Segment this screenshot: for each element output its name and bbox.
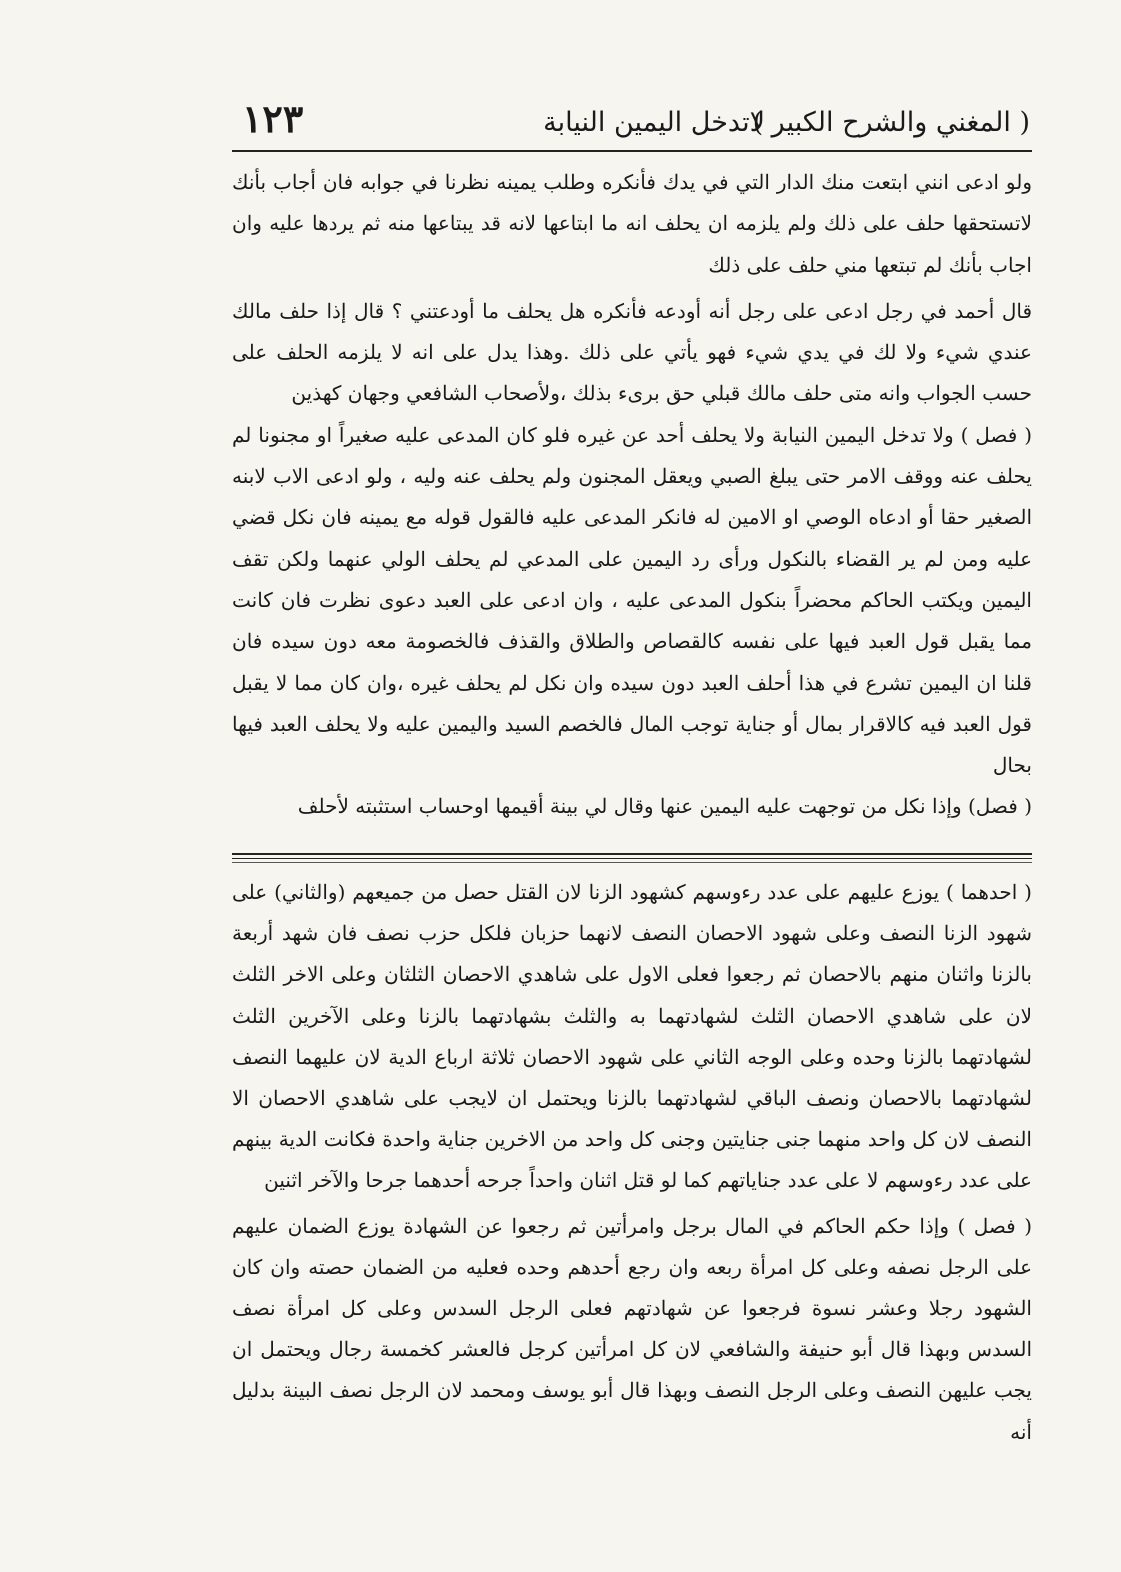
main-paragraph: قال أحمد في رجل ادعى على رجل أنه أودعه فأنكره هل يحلف ما أودعتني ؟ قال إذا حلف مالك عندي شيء ولا لك في يدي شيء فهو يأتي على ذلك .وهذا يدل على انه لا يلزمه الحلف على حسب الجواب وانه متى حلف مالك قبلي حق برىء بذلك ،ولأصحاب الشافعي وجهان كهذين <box>232 298 1033 406</box>
main-paragraph: ( فصل) وإذا نكل من توجهت عليه اليمين عنها وقال لي بينة أقيمها اوحساب استثبته لأحلف <box>297 794 1032 819</box>
main-paragraph: ولو ادعى انني ابتعت منك الدار التي في يدك فأنكره وطلب يمينه نظرنا في جوابه فان أجاب بأنك لاتستحقها حلف على ذلك ولم يلزمه ان يحلف انه ما ابتاعها لانه قد يبتاعها منه ثم يردها عليه وان اجاب بأنك لم تبتعها مني حلف على ذلك <box>232 170 1032 277</box>
page-header <box>230 98 1030 148</box>
commentary-paragraph: ( فصل ) وإذا حكم الحاكم في المال برجل وامرأتين ثم رجعوا عن الشهادة يوزع الضمان عليهم على الرجل نصفه وعلى كل امرأة ربعه وان رجع أحدهم وحده فعليه من الضمان حصته وان كان الشهود رجلا وعشر نسوة فرجعوا عن شهادتهم فعلى الرجل السدس وعلى كل امرأة نصف السدس وبهذا قال أبو حنيفة والشافعي لان كل امرأتين كرجل فالعشر كخمسة رجال ويحتمل ان يجب عليهن النصف وعلى الرجل النصف وبهذا قال أبو يوسف ومحمد لان الرجل نصف البينة بدليل أنه <box>232 1213 1032 1444</box>
page-number: ١٢٣ <box>242 96 304 141</box>
main-paragraph: ( فصل ) ولا تدخل اليمين النيابة ولا يحلف أحد عن غيره فلو كان المدعى عليه صغيراً او مجنونا لم يحلف عنه ووقف الامر حتى يبلغ الصبي ويعقل المجنون ولم يحلف عنه وليه ، ولو ادعى الاب لابنه الصغير حقا أو ادعاه الوصي او الامين له فانكر المدعى عليه فالقول قوله مع يمينه فان نكل قضي عليه ومن لم ير القضاء بالنكول ورأى رد اليمين على المدعي لم يحلف الولي عنهما ولكن تقف اليمين ويكتب الحاكم محضراً بنكول المدعى عليه ، وان ادعى على العبد دعوى نظرت فان كانت مما يقبل قول العبد فيها على نفسه كالقصاص والطلاق والقذف فالخصومة معه دون سيده فان قلنا ان اليمين تشرع في هذا أحلف العبد دون سيده وان نكل لم يحلف غيره ،وان كان مما لا يقبل قول العبد فيه كالاقرار بمال أو جناية توجب المال فالخصم السيد واليمين عليه ولا يحلف العبد فيها بحال <box>232 422 1032 778</box>
header-rule <box>232 150 1032 152</box>
commentary-paragraph: ( احدهما ) يوزع عليهم على عدد رءوسهم كشهود الزنا لان القتل حصل من جميعهم (والثاني) على شهود الزنا النصف وعلى شهود الاحصان النصف لانهما حزبان فلكل حزب نصف فان شهد أربعة بالزنا واثنان منهم بالاحصان ثم رجعوا فعلى الاول على شاهدي الاحصان الثلثان وعلى الاخر الثلث لان على شاهدي الاحصان الثلث لشهادتهما به والثلث بشهادتهما بالزنا وعلى الآخرين الثلث لشهادتهما بالزنا وحده وعلى الوجه الثاني على شهود الاحصان ثلاثة ارباع الدية لان عليهما النصف لشهادتهما بالاحصان ونصف الباقي لشهادتهما بالزنا ويحتمل ان لايجب على شاهدي الاحصان الا النصف لان كل واحد منهما جنى جنايتين وجنى كل واحد من الاخرين جناية واحدة فكانت الدية بينهم على عدد رءوسهم لا على عدد جناياتهم كما لو قتل اثنان واحداً جرحه أحدهما جرحا والآخر اثنين <box>232 880 1032 1193</box>
commentary-text-block <box>232 872 1032 1453</box>
running-title: ( المغني والشرح الكبير ) <box>752 107 1030 138</box>
section-divider <box>232 853 1032 863</box>
main-text-block <box>232 162 1032 828</box>
section-topic: لاتدخل اليمين النيابة <box>543 107 765 138</box>
